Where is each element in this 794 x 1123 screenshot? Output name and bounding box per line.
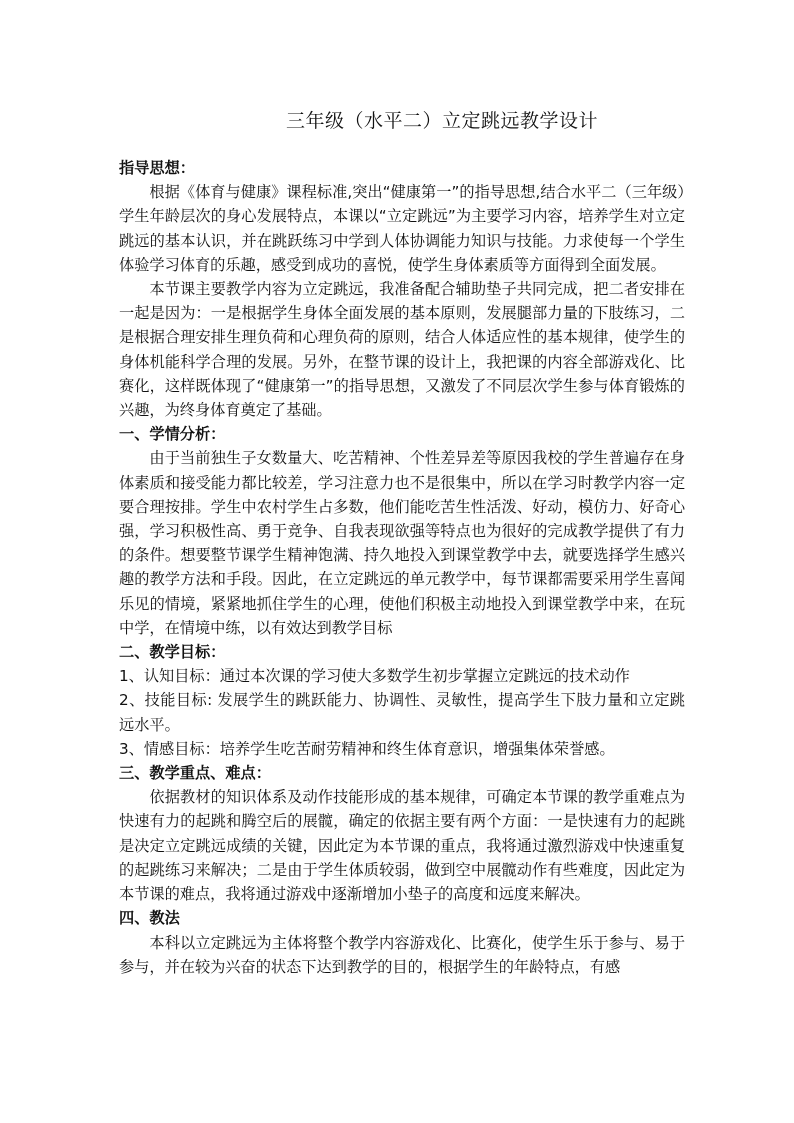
section-key-difficult-points — [119, 761, 685, 906]
section-heading: 指导思想： — [119, 159, 195, 177]
paragraph: 本科以立定跳远为主体将整个教学内容游戏化、比赛化，使学生乐于参与、易于参与，并在较为兴奋的状态下达到教学的目的，根据学生的年龄特点，有感 — [119, 933, 685, 976]
section-heading: 一、学情分析： — [119, 425, 226, 444]
document-title: 三年级（水平二）立定跳远教学设计 — [285, 110, 598, 132]
section-teaching-method — [119, 906, 685, 979]
paragraph: 依据教材的知识体系及动作技能形成的基本规律，可确定本节课的教学重难点为快速有力的起跳和腾空后的展髋，确定的依据主要有两个方面：一是快速有力的起跳是决定立定跳远成绩的关键，因此定为本节课的重点，我将通过激烈游戏中快速重复的起跳练习来解决；二是由于学生体质较弱，做到空中展髋动作有些难度，因此定为本节课的难点，我将通过游戏中逐渐增加小垫子的高度和远度来解决。 — [119, 788, 685, 904]
section-teaching-goals — [119, 640, 685, 761]
document-body — [119, 156, 685, 979]
section-heading: 四、教法 — [119, 909, 180, 928]
paragraph: 根据《体育与健康》课程标准,突出“健康第一”的指导思想,结合水平二（三年级）学生年龄层次的身心发展特点，本课以“立定跳远”为主要学习内容，培养学生对立定跳远的基本认识，并在跳跃练习中学到人体协调能力知识与技能。力求使每一个学生体验学习体育的乐趣，感受到成功的喜悦，使学生身体素质等方面得到全面发展。 — [119, 183, 685, 274]
section-heading: 三、教学重点、难点： — [119, 764, 271, 783]
section-guiding-thought — [119, 156, 685, 422]
paragraph: 由于当前独生子女数量大、吃苦精神、个性差异差等原因我校的学生普遍存在身体素质和接受能力都比较差，学习注意力也不是很集中，所以在学习时教学内容一定要合理按排。学生中农村学生占多数，他们能吃苦生性活泼、好动，模仿力、好奇心强，学习积极性高、勇于竞争、自我表现欲强等特点也为很好的完成教学提供了有力的条件。想要整节课学生精神饱满、持久地投入到课堂教学中去，就要选择学生感兴趣的教学方法和手段。因此，在立定跳远的单元教学中，每节课都需要采用学生喜闻乐见的情境，紧紧地抓住学生的心理，使他们积极主动地投入到课堂教学中来，在玩中学，在情境中练，以有效达到教学目标 — [119, 449, 685, 637]
list-item: 3、情感目标：培养学生吃苦耐劳精神和终生体育意识，增强集体荣誉感。 — [119, 739, 615, 758]
list-item: 1、认知目标：通过本次课的学习使大多数学生初步掌握立定跳远的技术动作 — [119, 667, 630, 686]
paragraph: 本节课主要教学内容为立定跳远，我准备配合辅助垫子共同完成，把二者安排在一起是因为：一是根据学生身体全面发展的基本原则，发展腿部力量的下肢练习，二是根据合理安排生理负荷和心理负荷的原则，结合人体适应性的基本规律，使学生的身体机能科学合理的发展。另外，在整节课的设计上，我把课的内容全部游戏化、比赛化，这样既体现了“健康第一”的指导思想，又激发了不同层次学生参与体育锻炼的兴趣，为终身体育奠定了基础。 — [119, 280, 685, 420]
section-heading: 二、教学目标： — [119, 643, 226, 662]
list-item: 2、技能目标: 发展学生的跳跃能力、协调性、灵敏性，提高学生下肢力量和立定跳远水平。 — [119, 691, 685, 734]
section-student-analysis — [119, 422, 685, 640]
